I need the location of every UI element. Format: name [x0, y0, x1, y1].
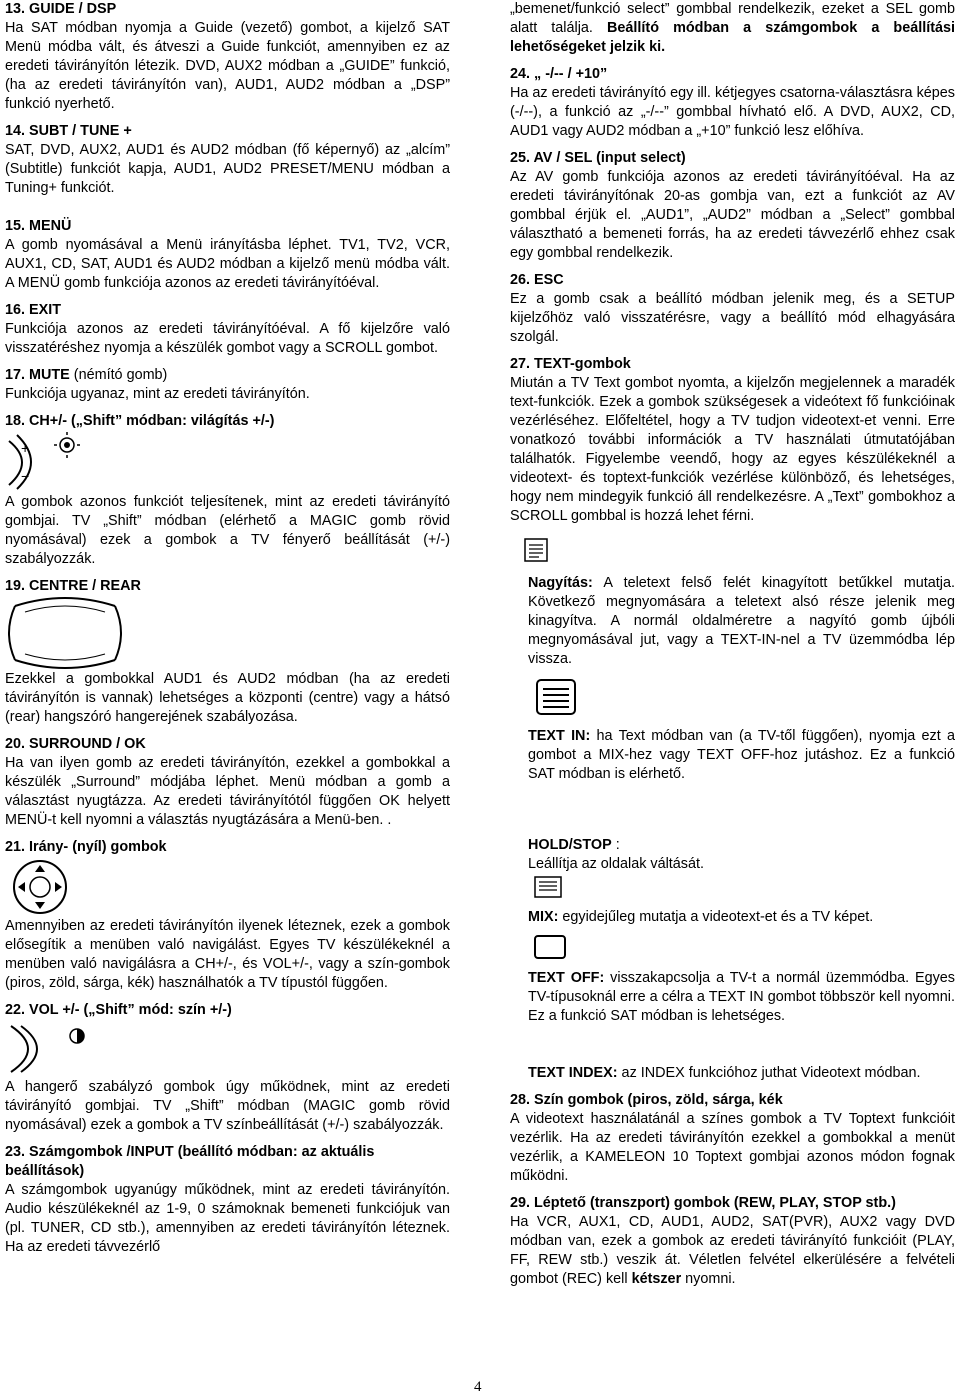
item-body: az INDEX funkcióhoz juthat Videotext módban. [617, 1065, 921, 1081]
section-25 [510, 149, 955, 263]
section-title: 16. EXIT [5, 302, 61, 318]
body-bold: kétszer [631, 1271, 682, 1287]
mix-icon [510, 874, 955, 908]
section-19 [5, 577, 450, 727]
section-title: 18. CH+/- („Shift” módban: világítás +/-) [5, 413, 275, 429]
section-body: A gombok azonos funkciót teljesítenek, mint az eredeti távirányító gombjai. TV „Shift” módban (elérhető a MAGIC gomb rövid nyomásával) ezek a gombok a TV fényerő beállítását (+/-) szabályozzák. [5, 494, 450, 567]
section-23-continued [510, 0, 955, 57]
left-column [5, 0, 450, 1257]
section-title-rest: (némító gomb) [69, 367, 168, 383]
section-title: 19. CENTRE / REAR [5, 578, 141, 594]
section-title: 13. GUIDE / DSP [5, 1, 117, 17]
section-body: Az AV gomb funkciója azonos az eredeti távirányítóéval. Ha az eredeti távirányítónak 20-as gombja van, ezt a funkciót az AV gombbal érjük el. „AUD1”, „AUD2” módban a „Select” gombbal választható a bemeneti forrás, ha az eredeti távvezérlő ehhez csak egy gombbal rendelkezik. [510, 169, 955, 261]
section-body: Miután a TV Text gombot nyomta, a kijelzőn megjelennek a maradék text-funkciók. Ezek a gombok szükségesek a videótext fő funkcióinak vezérléséhez. Előfeltétel, hogy a TV tudjon videotext-et venni. Erre vonatkozó további információk a TV használati útmutatójában találhatók. Figyelembe veendő, hogy az egyes készülékeknél a videotext- és toptext-funkciók vezérlése különböző, és lehetséges, hogy nem mindegyik funkció áll rendelkezésre. A „Text” gombokhoz a SCROLL gombbal is hozzá lehet férni. [510, 375, 955, 524]
text-off-icon [510, 933, 955, 969]
hold-item [510, 836, 955, 874]
item-label: HOLD/STOP [528, 837, 612, 853]
section-title: 14. SUBT / TUNE + [5, 123, 132, 139]
section-20 [5, 735, 450, 830]
hold-text [528, 836, 955, 855]
text-in-text [528, 727, 955, 784]
zoom-text-icon [510, 536, 955, 574]
section-16 [5, 301, 450, 358]
section-29 [510, 1194, 955, 1289]
section-body: Funkciója azonos az eredeti távirányítóéval. A fő kijelzőre való visszatéréshez nyomja a készülék gombot vagy a SCROLL gombot. [5, 321, 450, 356]
section-title: 15. MENÜ [5, 218, 72, 234]
item-body: visszakapcsolja a TV-t a normál üzemmódba. Egyes TV-típusoknál erre a célra a TEXT IN gombot többször kell nyomni. Ez a funkció SAT módban is lehetséges. [528, 970, 955, 1024]
item-body: egyidejűleg mutatja a videotext-et és a TV képet. [558, 909, 874, 925]
section-28 [510, 1091, 955, 1186]
body-part: nyomni. [681, 1271, 736, 1287]
section-body: A számgombok ugyanúgy működnek, mint az eredeti távirányítón. Audio készülékeknél az 1-9, 0 számoknak bemeneti funkciójuk van (pl. TUNER, CD stb.), amennyiben az eredeti távirányítón léteznek. Ha az eredeti távvezérlő [5, 1182, 450, 1255]
item-label: TEXT IN: [528, 728, 591, 744]
section-body: A hangerő szabályzó gombok úgy működnek, mint az eredeti távirányító gombjai. TV „Shift” módban (MAGIC gomb rövid nyomásával) ezek a gombok a TV színbeállítását (+/-) szabályozzák. [5, 1079, 450, 1133]
section-body: Ha az eredeti távirányító egy ill. kétjegyes csatorna-választásra képes (-/--), a funkció az „-/--” gombbal hívható elő. A DVD, AUX2, CD, AUD1 vagy AUD2 módban a „+10” funkció lesz előhíva. [510, 85, 955, 139]
section-title: 20. SURROUND / OK [5, 736, 146, 752]
continued-body: „bemenet/funkció select” gombbal rendelkezik, ezeket a SEL gomb alatt találja. [510, 1, 955, 36]
section-27 [510, 355, 955, 526]
section-17 [5, 366, 450, 404]
zoom-item [510, 574, 955, 669]
section-title: 23. Számgombok /INPUT (beállító módban: az aktuális beállítások) [5, 1144, 375, 1179]
section-body: A gomb nyomásával a Menü irányításba léphet. TV1, TV2, VCR, AUX1, CD, SAT, AUD1 és AUD2 módban a kijelző menü módba vált. A MENÜ gomb funkciója azonos az eredeti távirányítóéval. [5, 237, 450, 291]
item-label: TEXT INDEX: [528, 1065, 618, 1081]
mix-item [510, 908, 955, 927]
item-body: ha Text módban van (a TV-től függően), nyomja ezt a gombot a MIX-hez vagy TEXT OFF-hoz jutáshoz. Ez a funkció SAT módban is elérhető. [528, 728, 955, 782]
hold-icon-space [510, 784, 955, 836]
section-body: SAT, DVD, AUX2, AUD1 és AUD2 módban (fő képernyő) az „alcím” (Subtitle) funkciót kapja, AUD1, AUD2 PRESET/MENU módban a Tuning+ funkciót. [5, 142, 450, 196]
centre-rear-icon [5, 596, 450, 670]
item-colon: : [611, 837, 620, 853]
section-body: Ez a gomb csak a beállító módban jelenik meg, és a SETUP kijelzőhöz való visszatérésre, vagy a beállító mód elhagyására szolgál. [510, 291, 955, 345]
section-title: 24. „ -/-- / +10” [510, 66, 608, 82]
index-icon-space [510, 1026, 955, 1064]
section-26 [510, 271, 955, 347]
section-14 [5, 122, 450, 198]
section-body: Ezekkel a gombokkal AUD1 és AUD2 módban (ha az eredeti távirányítón is vannak) lehetséges a központi (centre) vagy a hátsó (rear) hangszóró hangerejének szabályozása. [5, 671, 450, 725]
section-title: 27. TEXT-gombok [510, 356, 631, 372]
section-body: Funkciója ugyanaz, mint az eredeti távirányítón. [5, 386, 310, 402]
section-18 [5, 412, 450, 569]
text-in-item [510, 727, 955, 784]
arrow-pad-icon [5, 857, 450, 917]
item-label: Nagyítás: [528, 575, 593, 591]
text-off-item [510, 969, 955, 1026]
section-title: 28. Szín gombok (piros, zöld, sárga, kék [510, 1092, 783, 1108]
mix-text [528, 908, 955, 927]
text-off-text [528, 969, 955, 1026]
continued-text [510, 0, 955, 57]
section-title: 22. VOL +/- („Shift” mód: szín +/-) [5, 1002, 232, 1018]
continued-bold: Beállító módban a számgombok a beállítási lehetőségeket jelzik ki. [510, 20, 956, 55]
ch-button-icon [5, 431, 450, 493]
section-23 [5, 1143, 450, 1257]
section-title: 25. AV / SEL (input select) [510, 150, 686, 166]
section-body: A videotext használatánál a színes gombok a TV Toptext funkcióit vezérlik. Ha az eredeti távirányítón ezekkel a gombokkal a menüt vezérlik, a KAMELEON 10 Toptext gombjai azonos módon fognak működni. [510, 1111, 955, 1184]
section-title: 21. Irány- (nyíl) gombok [5, 839, 167, 855]
section-body [510, 1213, 955, 1289]
vol-button-icon [5, 1020, 450, 1078]
text-index-item [510, 1064, 955, 1083]
section-22 [5, 1001, 450, 1135]
section-title: 29. Léptető (transzport) gombok (REW, PLAY, STOP stb.) [510, 1195, 896, 1211]
item-body: Leállítja az oldalak váltását. [528, 856, 704, 872]
section-title: 26. ESC [510, 272, 564, 288]
section-13 [5, 0, 450, 114]
text-in-icon [510, 677, 955, 727]
svg-text:+: + [21, 440, 30, 456]
section-body: Ha SAT módban nyomja a Guide (vezető) gombot, a kijelző SAT Menü módba vált, és átveszi a Guide funkciót, amennyiben ez az eredeti távirányítón létezik. DVD, AUX2 módban a „GUIDE” funkció, (ha az eredeti távirányítón van), AUD1, AUD2 módban a „DSP” funkció nyerhető. [5, 20, 450, 112]
section-title-bold: 17. MUTE [5, 367, 70, 383]
page-number: 4 [474, 1379, 482, 1395]
item-body: A teletext felső felét kinagyított betűkkel mutatja. Következő megnyomására a teletext alsó része jelenik meg kinagyítva. A normál oldalméretre a nagyító gomb újbóli megnyomásával jut, vagy a TEXT-IN-nel a TV üzemmódba lép vissza. [528, 575, 955, 667]
svg-text:−: − [21, 468, 30, 484]
body-part: Ha VCR, AUX1, CD, AUD1, AUD2, SAT(PVR), AUX2 vagy DVD módban van, ezek a gombok az eredeti távirányító funkcióit (PLAY, FF, REW stb.) veszik át. Véletlen felvétel elkerülésére a felvételi gombot (REC) kell [510, 1214, 955, 1287]
section-title [5, 366, 450, 385]
item-label: MIX: [528, 909, 559, 925]
section-15 [5, 217, 450, 293]
section-24 [510, 65, 955, 141]
section-21 [5, 838, 450, 993]
section-body: Amennyiben az eredeti távirányítón ilyenek léteznek, ezek a gombok elősegítik a menüben való navigálást. Egyes TV készülékeknél a menüben való navigálásra a CH+/-, és VOL+/-, vagy a szín-gombok (piros, zöld, sárga, kék) használhatók a TV típustól függően. [5, 918, 450, 991]
zoom-text [528, 574, 955, 669]
right-column [510, 0, 955, 1289]
text-index-text [528, 1064, 955, 1083]
section-body: Ha van ilyen gomb az eredeti távirányítón, ezekkel a gombokkal a készülék „Surround” módjába léphet. Menü módban a gomb a választást nyugtázza. Az eredeti távirányítótól függően OK helyett MENÜ-t kell nyomni a választás nyugtázására a Menü-ben. . [5, 755, 450, 828]
item-label: TEXT OFF: [528, 970, 605, 986]
